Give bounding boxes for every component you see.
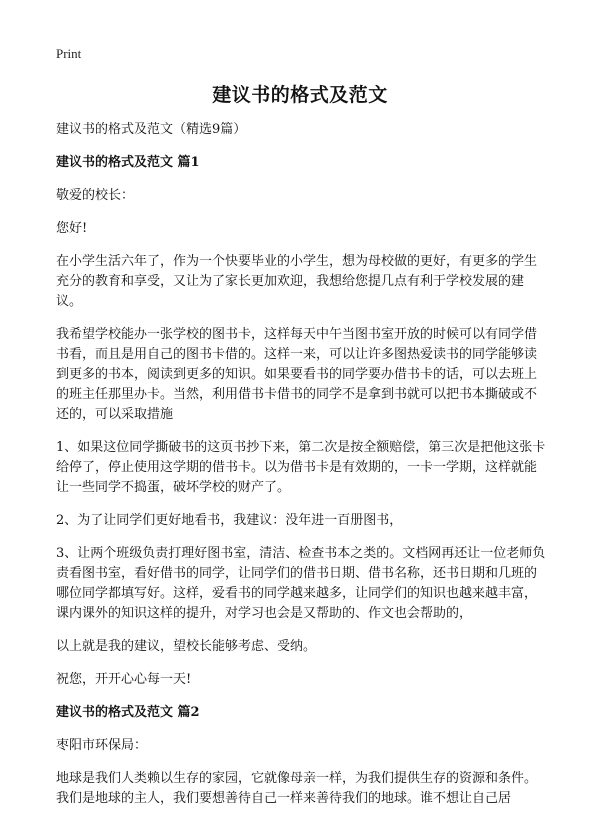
section-heading-1: 建议书的格式及范文 篇1 — [56, 155, 200, 170]
paragraph: 以上就是我的建议，望校长能够考虑、受纳。 — [56, 639, 317, 654]
paragraph: 我希望学校能办一张学校的图书卡，这样每天中午当图书室开放的时候可以有同学借书看，而且是用自己的图书卡借的。这样一来，可以让许多图热爱读书的同学能够读到更多的书本，阅读到更多的知识。如果要看书的同学要办借书卡的话，可以去班上的班主任那里办卡。当然，利用借书卡借书的同学不是拿到书就可以把书本撕破或不还的，可以采取措施 — [56, 327, 538, 422]
paragraph-closing: 祝您，开开心心每一天! — [56, 672, 192, 687]
section-heading-2: 建议书的格式及范文 篇2 — [56, 705, 200, 720]
paragraph: 地球是我们人类赖以生存的家园，它就像母亲一样，为我们提供生存的资源和条件。我们是地球的主人，我们要想善待自己一样来善待我们的地球。谁不想让自己居 — [56, 771, 538, 806]
document-body — [56, 120, 548, 822]
paragraph-salutation: 敬爱的校长： — [56, 188, 135, 203]
document-subtitle: 建议书的格式及范文（精选9篇） — [56, 122, 247, 137]
document-title: 建议书的格式及范文 — [212, 84, 388, 106]
paragraph-salutation: 枣阳市环保局： — [56, 738, 148, 753]
paragraph: 1、如果这位同学撕破书的这页书抄下来，第二次是按全额赔偿，第三次是把他这张卡给停了，停止使用这学期的借书卡。以为借书卡是有效期的，一卡一学期，这样就能让一些同学不捣蛋，破坏学校的财产了。 — [56, 440, 546, 495]
paragraph-greeting: 您好! — [56, 221, 88, 236]
paragraph: 3、让两个班级负责打理好图书室，清洁、检查书本之类的。文档网再还让一位老师负责看图书室，看好借书的同学，让同学们的借书日期、借书名称，还书日期和几班的哪位同学都填写好。这样，爱看书的同学越来越多，让同学们的知识也越来越丰富，课内课外的知识这样的提升，对学习也会是又帮助的、作文也会帮助的， — [56, 546, 546, 621]
print-link[interactable]: Print — [56, 46, 82, 61]
paragraph: 2、为了让同学们更好地看书，我建议：没年进一百册图书， — [56, 513, 403, 528]
paragraph: 在小学生活六年了，作为一个快要毕业的小学生，想为母校做的更好，有更多的学生充分的教育和享受，又让为了家长更加欢迎，我想给您提几点有利于学校发展的建议。 — [56, 254, 538, 309]
